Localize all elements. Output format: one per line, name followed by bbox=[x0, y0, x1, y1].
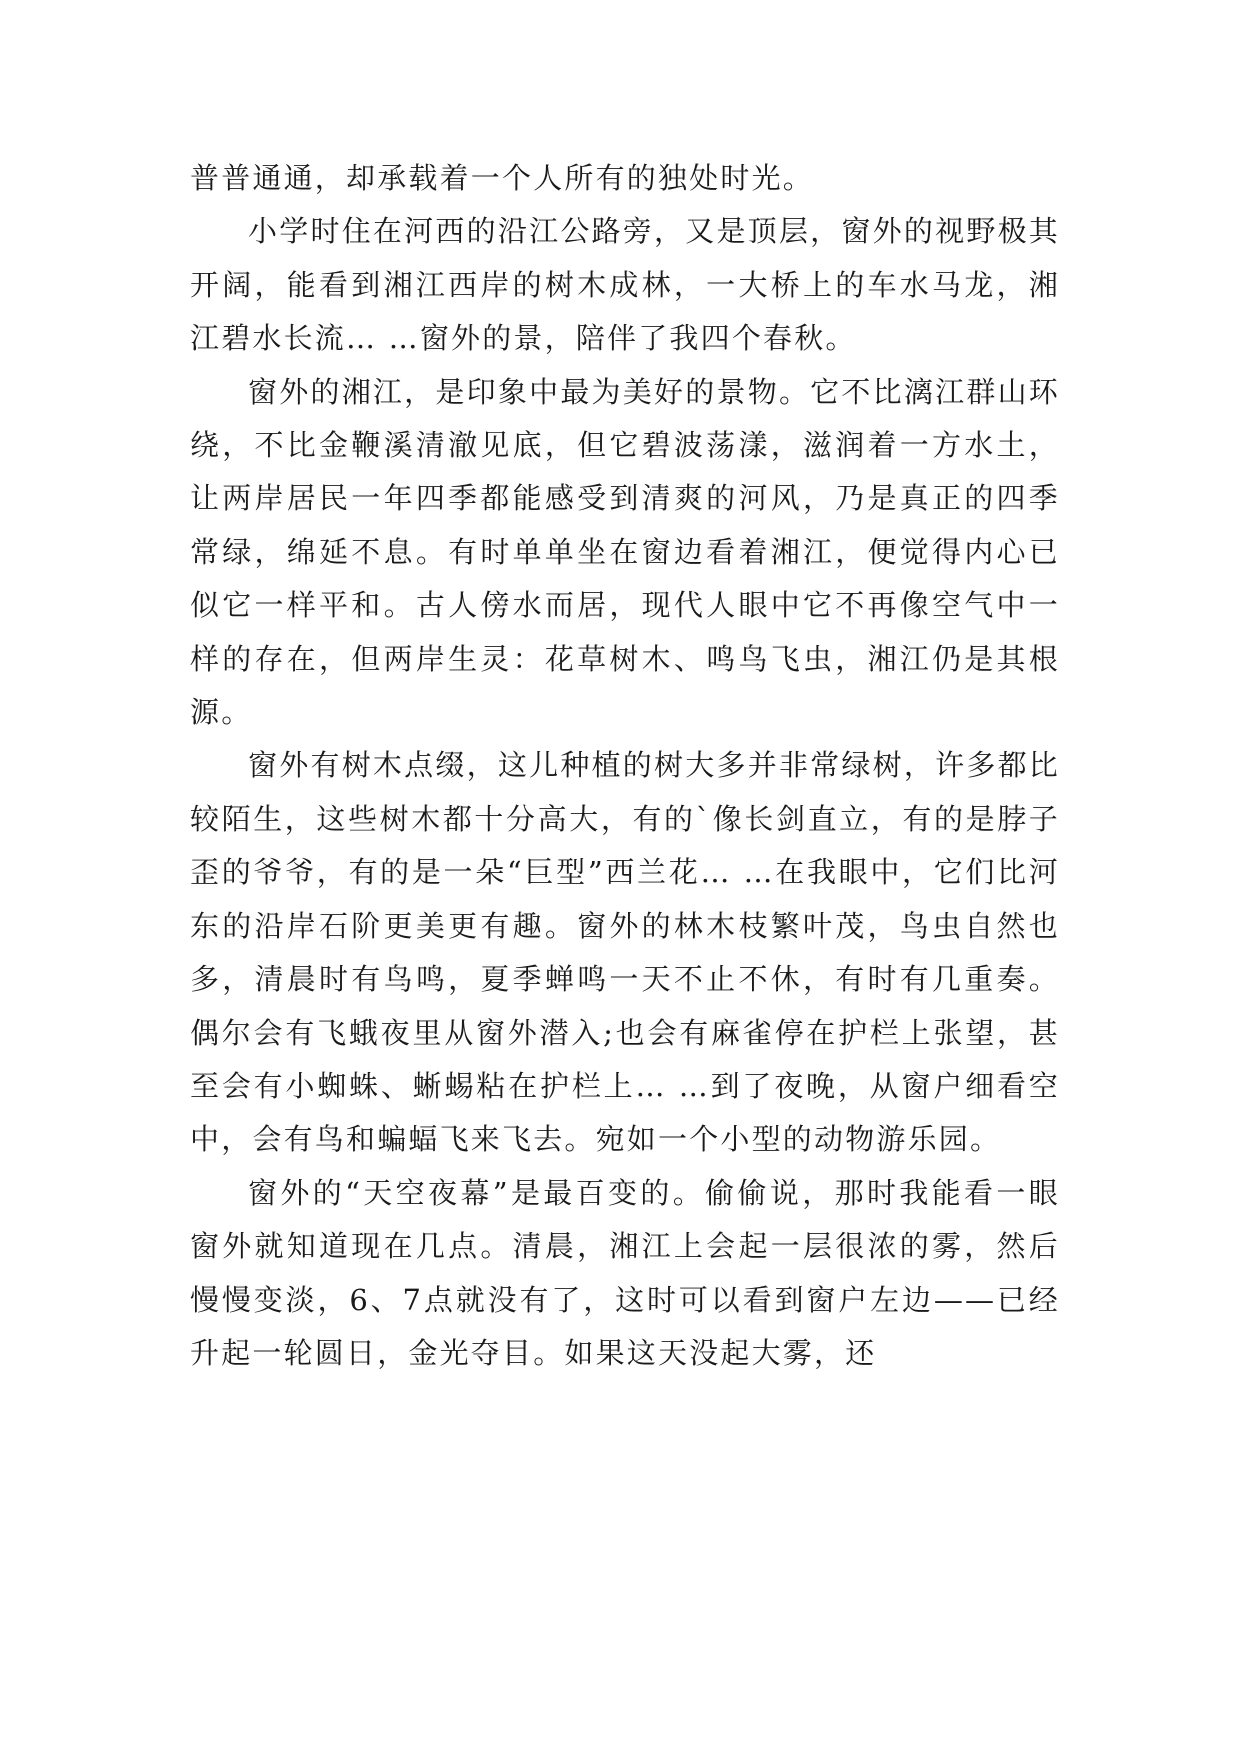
paragraph-xiangjiang: 窗外的湘江，是印象中最为美好的景物。它不比漓江群山环绕，不比金鞭溪清澈见底，但它碧波荡漾，滋润着一方水土，让两岸居民一年四季都能感受到清爽的河风，乃是真正的四季常绿，绵延不息。有时单单坐在窗边看着湘江，便觉得内心已似它一样平和。古人傍水而居，现代人眼中它不再像空气中一样的存在，但两岸生灵：花草树木、鸣鸟飞虫，湘江仍是其根源。 bbox=[190, 374, 1060, 730]
paragraph-trees: 窗外有树木点缀，这儿种植的树大多并非常绿树，许多都比较陌生，这些树木都十分高大，有的`像长剑直立，有的是脖子歪的爷爷，有的是一朵“巨型”西兰花… …在我眼中，它们比河东的沿岸石阶更美更有趣。窗外的林木枝繁叶茂，鸟虫自然也多，清晨时有鸟鸣，夏季蝉鸣一天不止不休，有时有几重奏。偶尔会有飞蛾夜里从窗外潜入;也会有麻雀停在护栏上张望，甚至会有小蜘蛛、蜥蜴粘在护栏上… …到了夜晚，从窗户细看空中，会有鸟和蝙蝠飞来飞去。宛如一个小型的动物游乐园。 bbox=[190, 748, 1060, 1157]
article-body bbox=[190, 152, 1060, 1380]
paragraph-window-view: 小学时住在河西的沿江公路旁，又是顶层，窗外的视野极其开阔，能看到湘江西岸的树木成林，一大桥上的车水马龙，湘江碧水长流… …窗外的景，陪伴了我四个春秋。 bbox=[190, 214, 1060, 356]
paragraph-sky: 窗外的“天空夜幕”是最百变的。偷偷说，那时我能看一眼窗外就知道现在几点。清晨，湘江上会起一层很浓的雾，然后慢慢变淡，6、7点就没有了，这时可以看到窗户左边——已经升起一轮圆日，金光夺目。如果这天没起大雾，还 bbox=[190, 1175, 1060, 1370]
paragraph-continued: 普普通通，却承载着一个人所有的独处时光。 bbox=[190, 161, 815, 195]
